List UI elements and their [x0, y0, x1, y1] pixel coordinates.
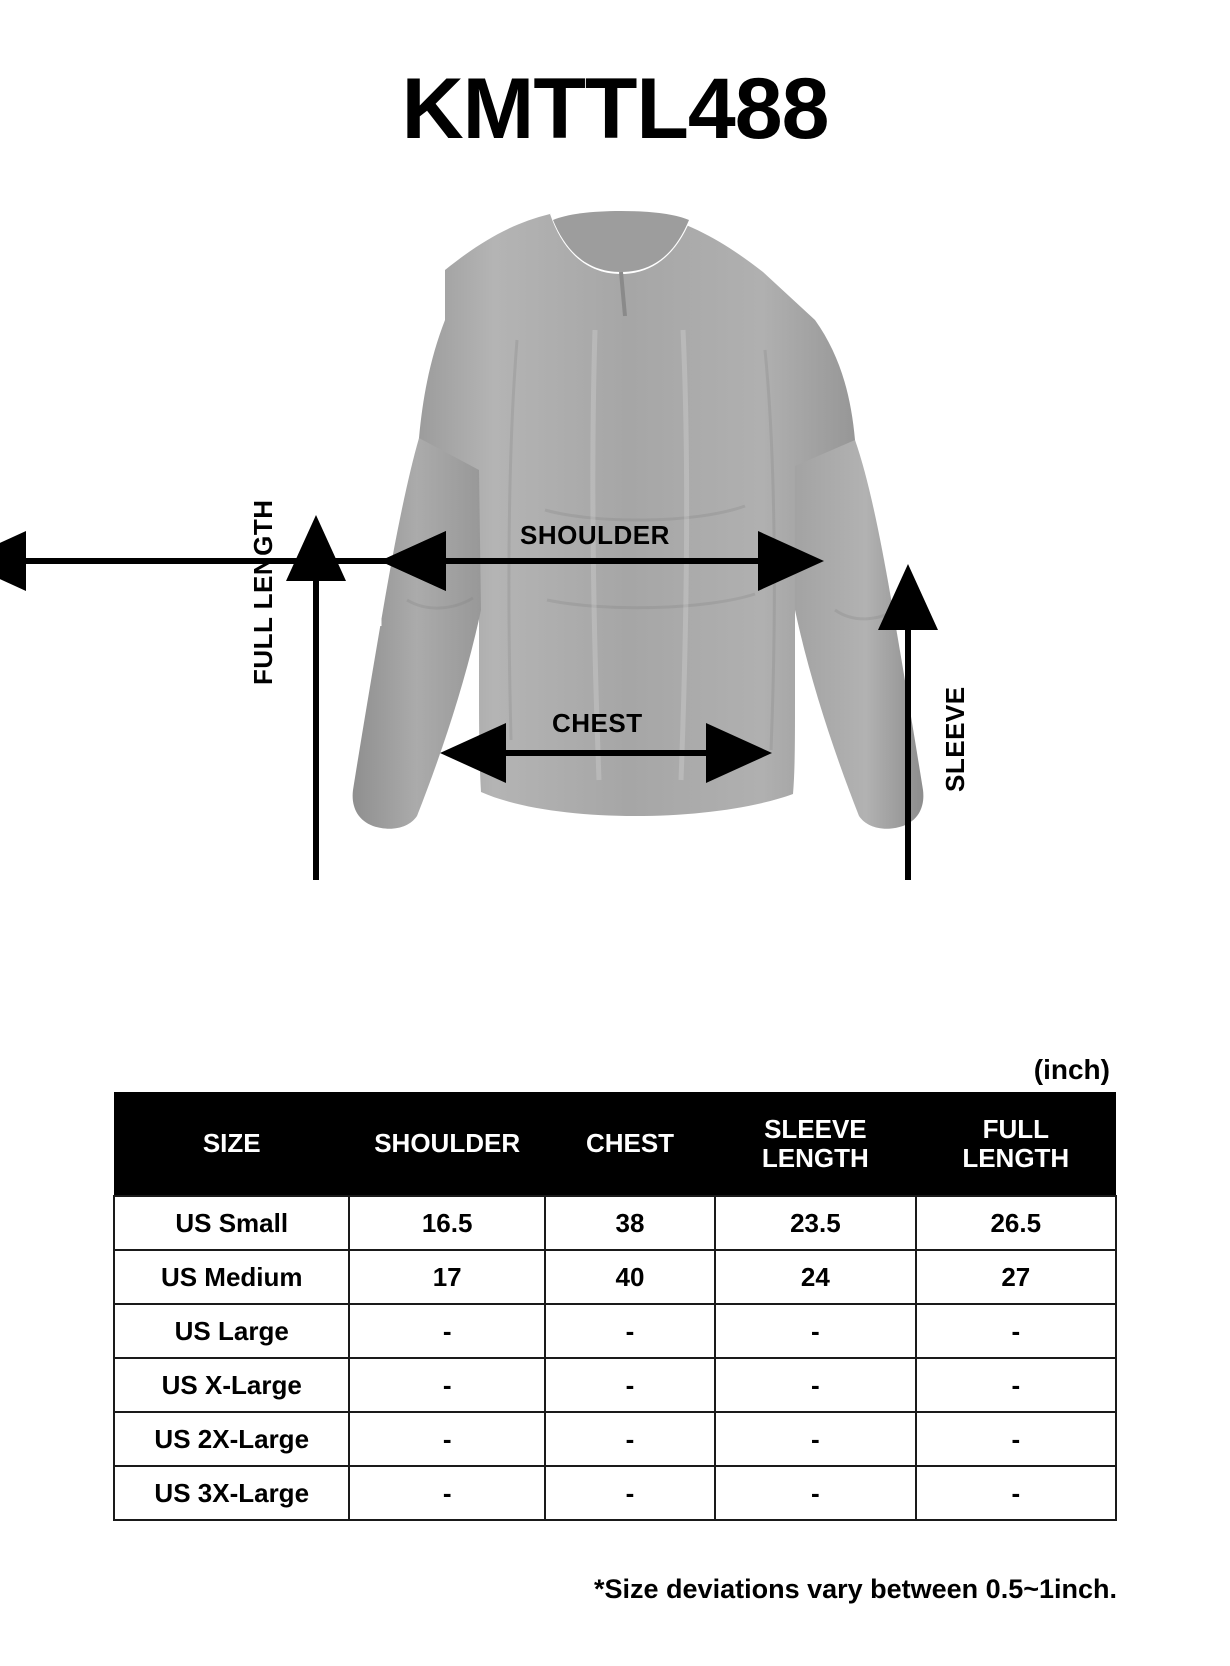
- cell-size: US 3X-Large: [114, 1466, 349, 1520]
- page-title: KMTTL488: [401, 61, 829, 157]
- label-sleeve: SLEEVE: [940, 686, 970, 792]
- size-chart: [113, 1092, 1117, 1521]
- header-chest: CHEST: [545, 1092, 715, 1196]
- label-chest: CHEST: [552, 708, 643, 738]
- header-full-line2: LENGTH: [962, 1142, 1070, 1173]
- cell-shoulder: -: [349, 1412, 544, 1466]
- header-size: SIZE: [114, 1092, 349, 1196]
- cell-sleeve: -: [715, 1304, 915, 1358]
- cell-shoulder: 17: [349, 1250, 544, 1304]
- cell-sleeve: 24: [715, 1250, 915, 1304]
- size-table: [113, 1092, 1117, 1521]
- unit-note: (inch): [1033, 1054, 1110, 1085]
- table-row: [114, 1304, 1116, 1358]
- cell-full: 27: [916, 1250, 1116, 1304]
- cell-full: 26.5: [916, 1196, 1116, 1250]
- table-row: [114, 1250, 1116, 1304]
- cell-chest: -: [545, 1466, 715, 1520]
- table-row: [114, 1466, 1116, 1520]
- cell-full: -: [916, 1304, 1116, 1358]
- cell-chest: 38: [545, 1196, 715, 1250]
- cell-shoulder: 16.5: [349, 1196, 544, 1250]
- cell-shoulder: -: [349, 1358, 544, 1412]
- cell-full: -: [916, 1412, 1116, 1466]
- cell-shoulder: -: [349, 1304, 544, 1358]
- table-row: [114, 1196, 1116, 1250]
- measurement-diagram: [0, 180, 1230, 880]
- label-full-length: FULL LENGTH: [248, 499, 278, 685]
- cell-size: US Small: [114, 1196, 349, 1250]
- cell-chest: -: [545, 1412, 715, 1466]
- header-full-line1: FULL: [982, 1114, 1049, 1145]
- table-row: [114, 1412, 1116, 1466]
- table-header-row: [114, 1092, 1116, 1196]
- header-sleeve-line2: LENGTH: [761, 1142, 869, 1173]
- cell-chest: 40: [545, 1250, 715, 1304]
- cell-full: -: [916, 1466, 1116, 1520]
- header-sleeve-line1: SLEEVE: [764, 1114, 867, 1145]
- cell-chest: -: [545, 1358, 715, 1412]
- cell-size: US X-Large: [114, 1358, 349, 1412]
- label-shoulder: SHOULDER: [520, 520, 670, 550]
- cell-size: US 2X-Large: [114, 1412, 349, 1466]
- cell-size: US Medium: [114, 1250, 349, 1304]
- table-row: [114, 1358, 1116, 1412]
- header-full-length: [916, 1092, 1116, 1196]
- header-sleeve-length: [715, 1092, 915, 1196]
- cell-full: -: [916, 1358, 1116, 1412]
- cell-sleeve: -: [715, 1466, 915, 1520]
- header-shoulder: SHOULDER: [349, 1092, 544, 1196]
- size-deviation-note: *Size deviations vary between 0.5~1inch.: [594, 1574, 1117, 1604]
- cell-sleeve: 23.5: [715, 1196, 915, 1250]
- cell-sleeve: -: [715, 1358, 915, 1412]
- cell-chest: -: [545, 1304, 715, 1358]
- cell-size: US Large: [114, 1304, 349, 1358]
- cell-sleeve: -: [715, 1412, 915, 1466]
- cell-shoulder: -: [349, 1466, 544, 1520]
